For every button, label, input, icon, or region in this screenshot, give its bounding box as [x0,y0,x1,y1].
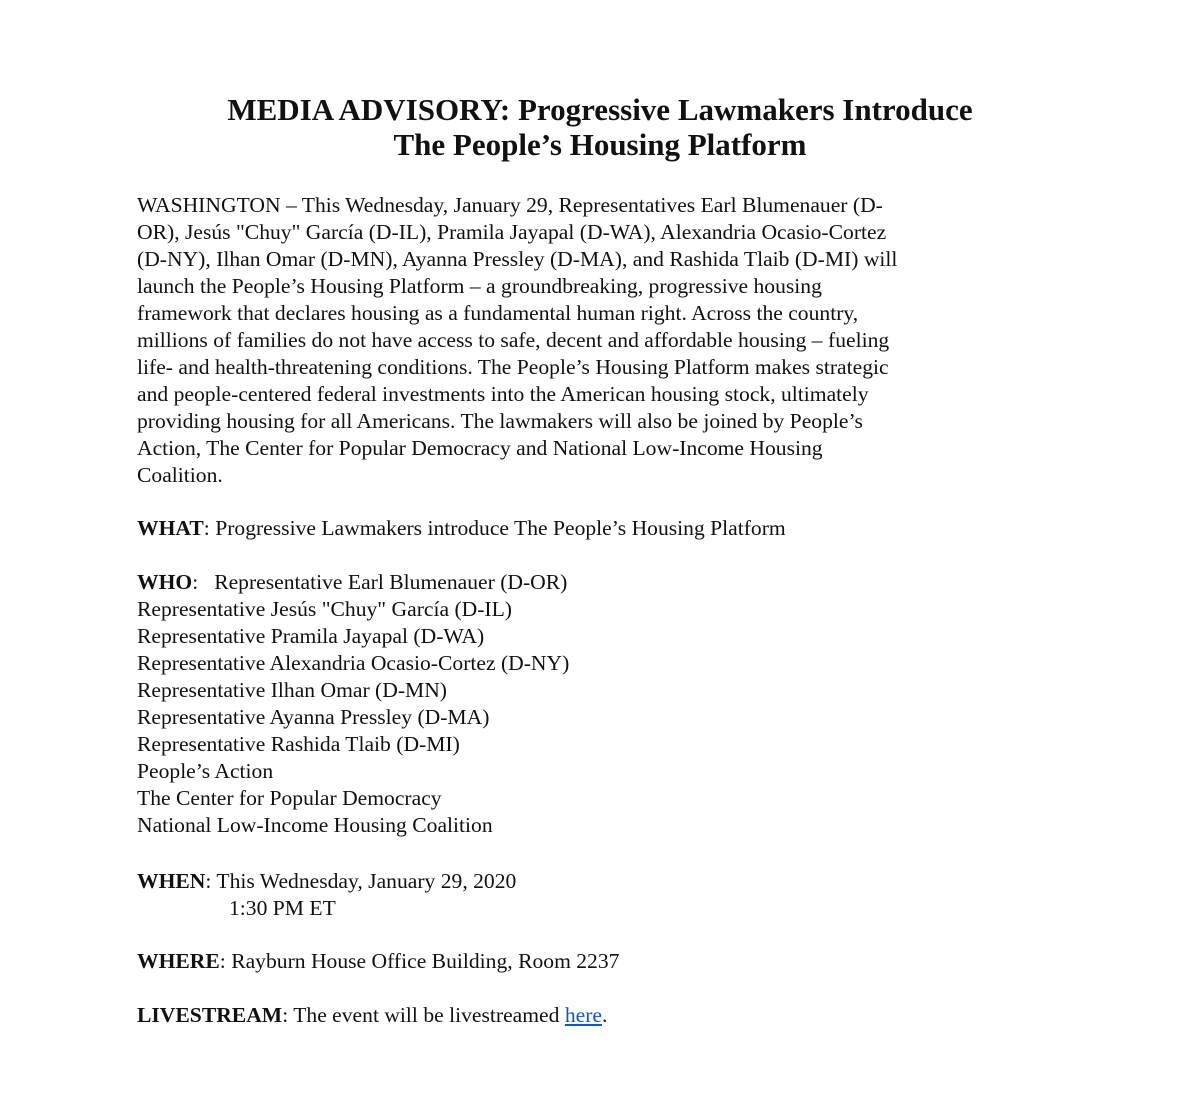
list-item: Representative Ilhan Omar (D-MN) [137,678,447,702]
list-item: Representative Alexandria Ocasio-Cortez (D-NY) [137,651,570,675]
page-title [0,92,1200,162]
intro-line: framework that declares housing as a fundamental human right. Across the country, [137,301,859,325]
title-line-1: MEDIA ADVISORY: Progressive Lawmakers Introduce [227,92,973,127]
list-item: National Low-Income Housing Coalition [137,813,493,837]
list-item: The Center for Popular Democracy [137,786,442,810]
list-item: Representative Pramila Jayapal (D-WA) [137,624,485,648]
who-first-value: Representative Earl Blumenauer (D-OR) [214,570,568,594]
intro-line: WASHINGTON – This Wednesday, January 29, Representatives Earl Blumenauer (D- [137,193,883,217]
when-time: 1:30 PM ET [229,896,336,920]
who-colon: : [192,570,199,594]
who-field [137,569,567,596]
livestream-period: . [602,1003,608,1027]
where-field [137,948,619,975]
intro-line: Coalition. [137,463,223,487]
intro-line: launch the People’s Housing Platform – a groundbreaking, progressive housing [137,274,822,298]
list-item: Representative Ayanna Pressley (D-MA) [137,705,490,729]
intro-line: (D-NY), Ilhan Omar (D-MN), Ayanna Pressley (D-MA), and Rashida Tlaib (D-MI) will [137,247,898,271]
where-label: WHERE [137,949,220,973]
intro-line: life- and health-threatening conditions. The People’s Housing Platform makes strategic [137,355,889,379]
title-line-2: The People’s Housing Platform [393,127,807,162]
livestream-field [137,1002,607,1029]
what-field [137,515,786,542]
intro-line: Action, The Center for Popular Democracy and National Low-Income Housing [137,436,823,460]
livestream-value: : The event will be livestreamed [282,1003,565,1027]
list-item: People’s Action [137,759,274,783]
list-item: Representative Rashida Tlaib (D-MI) [137,732,460,756]
what-value: : Progressive Lawmakers introduce The People’s Housing Platform [203,516,786,540]
intro-paragraph [137,192,1067,489]
where-value: : Rayburn House Office Building, Room 2237 [219,949,620,973]
who-label: WHO [137,570,193,594]
intro-line: OR), Jesús "Chuy" García (D-IL), Pramila Jayapal (D-WA), Alexandria Ocasio-Cortez [137,220,887,244]
intro-line: millions of families do not have access to safe, decent and affordable housing – fueling [137,328,890,352]
what-label: WHAT [137,516,204,540]
livestream-label: LIVESTREAM [137,1003,283,1027]
when-value: : This Wednesday, January 29, 2020 [205,869,517,893]
intro-line: and people-centered federal investments into the American housing stock, ultimately [137,382,869,406]
who-list [137,596,569,839]
livestream-link[interactable]: here [564,1003,603,1027]
intro-line: providing housing for all Americans. The lawmakers will also be joined by People’s [137,409,863,433]
when-label: WHEN [137,869,206,893]
when-field [137,868,516,895]
list-item: Representative Jesús "Chuy" García (D-IL) [137,597,513,621]
